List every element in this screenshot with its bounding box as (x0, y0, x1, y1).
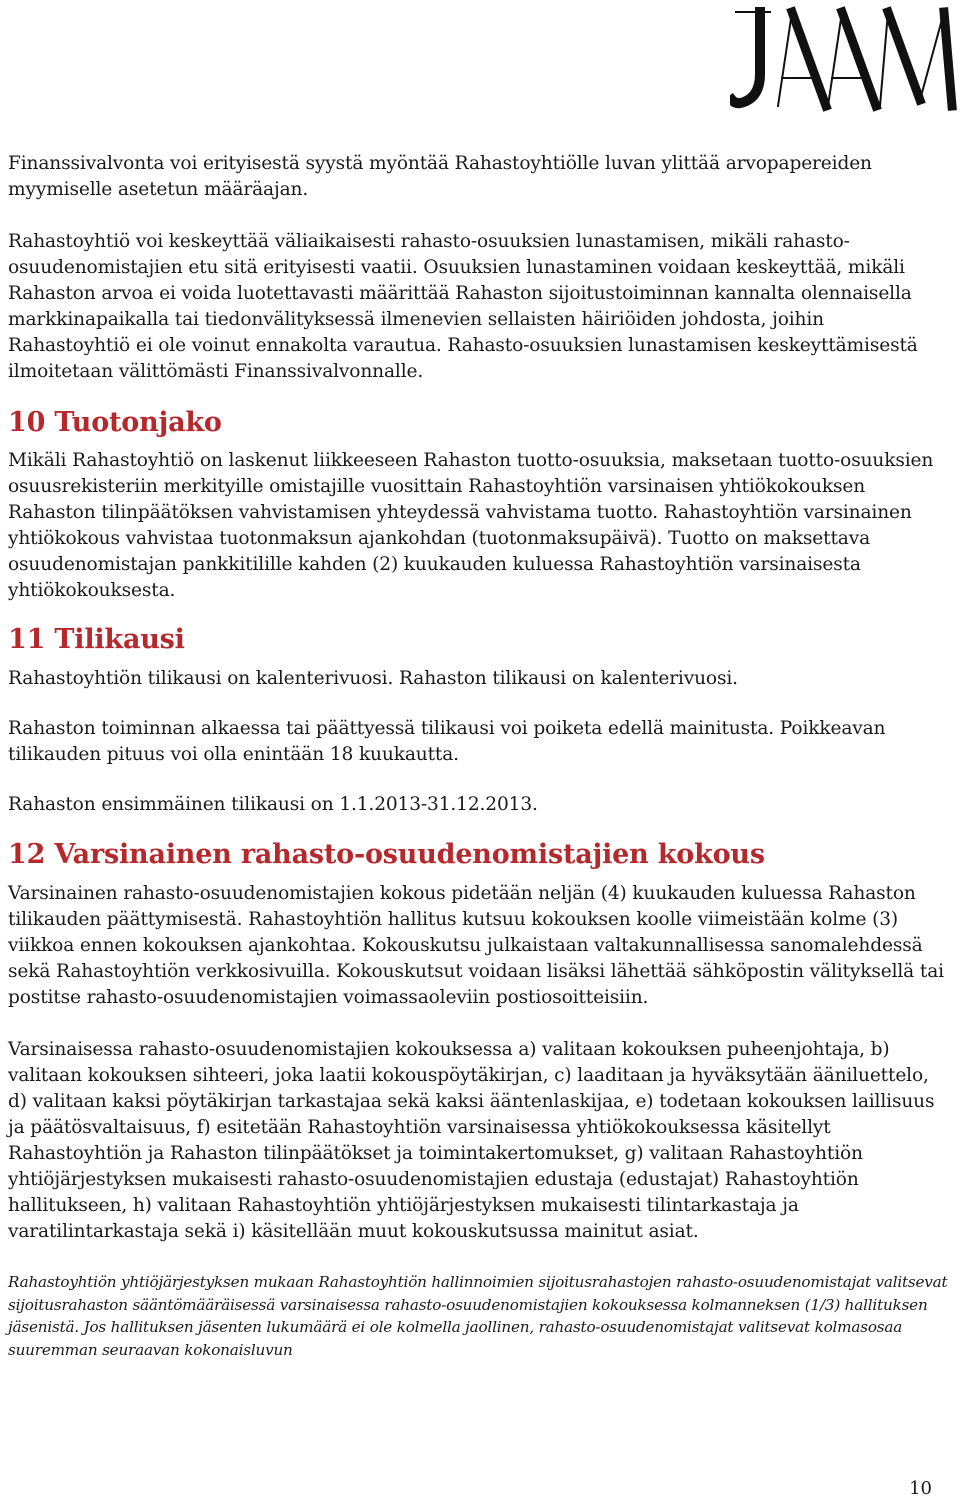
paragraph-redemption-suspension: Rahastoyhtiö voi keskeyttää väliaikaisesti rahasto-osuuksien lunastamisen, mikäli rahasto-osuudenomistajien etu sitä erityisesti vaatii. Osuuksien lunastaminen voidaan keskeyttää, mikäli Rahaston arvoa ei voida luotettavasti määrittää Rahaston sijoitustoiminnan kannalta olennaisella markkinapaikalla tai tiedonvälityksessä ilmenevien sellaisten häiriöiden johdosta, joihin Rahastoyhtiö ei ole voinut ennakolta varautua. Rahasto-osuuksien lunastamisen keskeyttämisestä ilmoitetaan välittömästi Finanssivalvonnalle. (8, 231, 918, 382)
paragraph-fsa-permission: Finanssivalvonta voi erityisestä syystä myöntää Rahastoyhtiölle luvan ylittää arvopapereiden myymiselle asetetun määräajan. (8, 153, 872, 200)
section-11-paragraph-3: Rahaston ensimmäinen tilikausi on 1.1.2013-31.12.2013. (8, 794, 538, 815)
section-10-body: Mikäli Rahastoyhtiö on laskenut liikkeeseen Rahaston tuotto-osuuksia, maksetaan tuotto-osuuksien osuusrekisteriin merkityille omistajille vuosittain Rahastoyhtiön varsinaisen yhtiökokouksen Rahaston tilinpäätöksen vahvistamisen yhteydessä vahvistama tuotto. Rahastoyhtiön varsinainen yhtiökokous vahvistaa tuotonmaksun ajankohdan (tuotonmaksupäivä). Tuotto on maksettava osuudenomistajan pankkitilille kahden (2) kuukauden kuluessa Rahastoyhtiön varsinaisesta yhtiökokouksesta. (8, 450, 934, 601)
document-body (8, 151, 948, 1361)
jam-logo (730, 4, 960, 114)
section-11-paragraph-1: Rahastoyhtiön tilikausi on kalenterivuosi. Rahaston tilikausi on kalenterivuosi. (8, 668, 738, 689)
section-12-paragraph-2: Varsinaisessa rahasto-osuudenomistajien kokouksessa a) valitaan kokouksen puheenjohtaja, b) valitaan kokouksen sihteeri, joka laatii kokouspöytäkirjan, c) laaditaan ja hyväksytään ääniluettelo, d) valitaan kaksi pöytäkirjan tarkastajaa sekä kaksi ääntenlaskijaa, e) todetaan kokouksen laillisuus ja päätösvaltaisuus, f) esitetään Rahastoyhtiön varsinaisessa yhtiökokouksessa käsitellyt Rahastoyhtiön ja Rahaston tilinpäätökset ja toimintakertomukset, g) valitaan Rahastoyhtiön yhtiöjärjestyksen mukaisesti rahasto-osuudenomistajien edustaja (edustajat) Rahastoyhtiön hallitukseen, h) valitaan Rahastoyhtiön yhtiöjärjestyksen mukaisesti tilintarkastaja ja varatilintarkastaja sekä i) käsitellään muut kokouskutsussa mainitut asiat. (8, 1039, 935, 1242)
section-heading-12: 12 Varsinainen rahasto-osuudenomistajien kokous (8, 839, 765, 870)
section-12-paragraph-1: Varsinainen rahasto-osuudenomistajien kokous pidetään neljän (4) kuukauden kuluessa Rahaston tilikauden päättymisestä. Rahastoyhtiön hallitus kutsuu kokouksen koolle viimeistään kolme (3) viikkoa ennen kokouksen ajankohtaa. Kokouskutsu julkaistaan valtakunnallisessa sanomalehdessä sekä Rahastoyhtiön verkkosivuilla. Kokouskutsut voidaan lisäksi lähettää sähköpostin välityksellä tai postitse rahasto-osuudenomistajien voimassaoleviin postiosoitteisiin. (8, 883, 944, 1008)
section-12-italic-note: Rahastoyhtiön yhtiöjärjestyksen mukaan Rahastoyhtiön hallinnoimien sijoitusrahastojen rahasto-osuudenomistajat valitsevat sijoitusrahaston sääntömääräisessä varsinaisessa rahasto-osuudenomistajien kokouksessa kolmanneksen (1/3) hallituksen jäsenistä. Jos hallituksen jäsenten lukumäärä ei ole kolmella jaollinen, rahasto-osuudenomistajat valitsevat kolmasosaa suuremman seuraavan kokonaisluvun (8, 1273, 948, 1359)
section-heading-11: 11 Tilikausi (8, 624, 185, 655)
section-11-paragraph-2: Rahaston toiminnan alkaessa tai päättyessä tilikausi voi poiketa edellä mainitusta. Poikkeavan tilikauden pituus voi olla enintään 18 kuukautta. (8, 718, 886, 765)
section-heading-10: 10 Tuotonjako (8, 407, 222, 438)
page-number: 10 (909, 1478, 932, 1499)
